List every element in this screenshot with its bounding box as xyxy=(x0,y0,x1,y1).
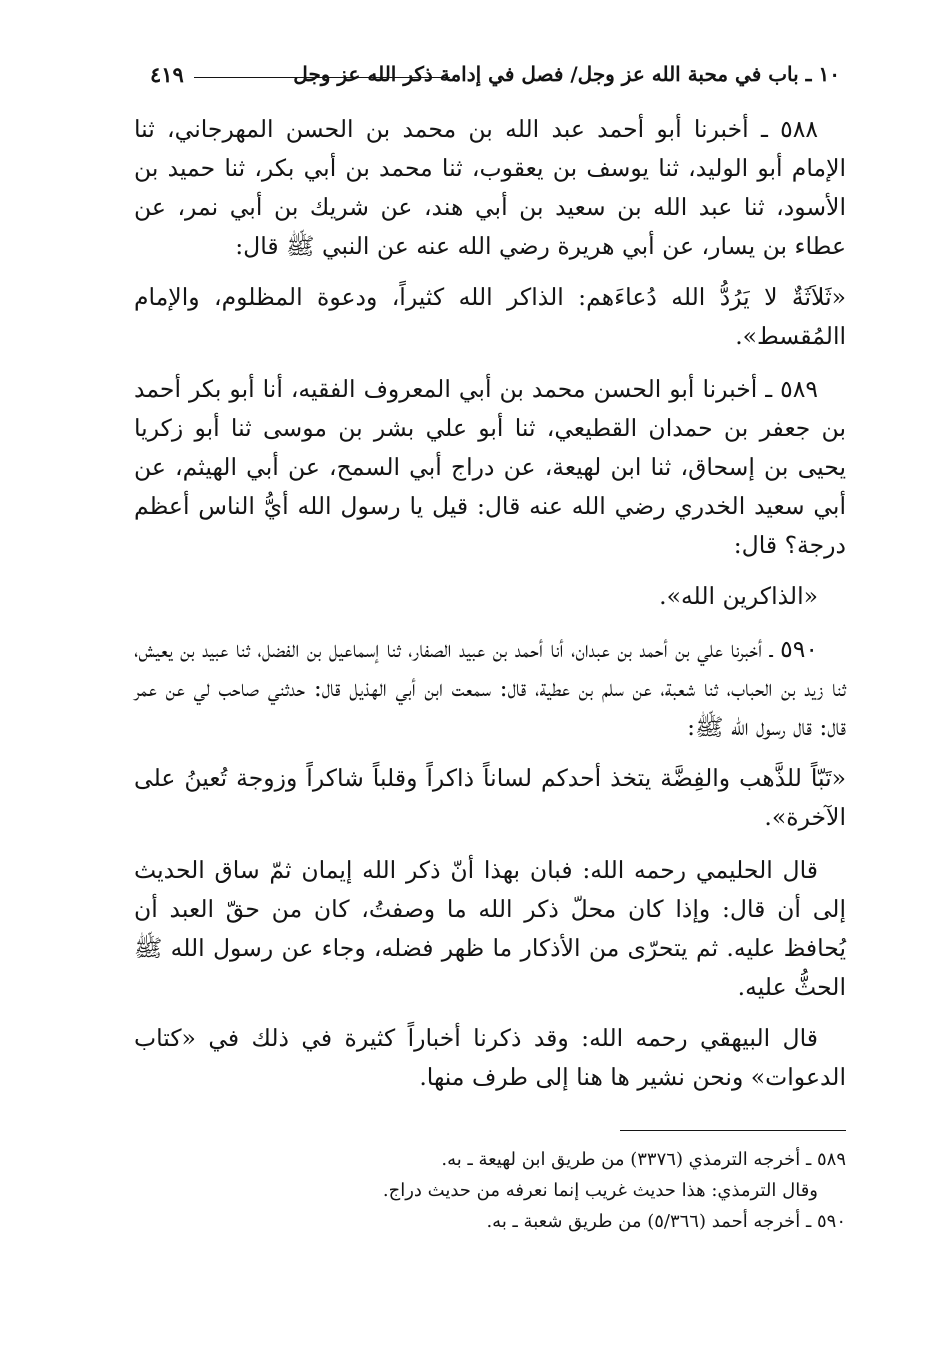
hadith-588-text: «ثَلاَثَةٌ لا يَرُدُّ الله دُعاءَهم: الذاكر الله كثيراً، ودعوة المظلوم، والإمام االمُقسط». xyxy=(134,283,846,350)
bayhaqi-commentary: قال البيهقي رحمه الله: وقد ذكرنا أخباراً كثيرة في ذلك في «كتاب الدعوات» ونحن نشير ها هنا إلى طرف منها. xyxy=(134,1024,846,1091)
hadith-589-text: «الذاكرين الله». xyxy=(659,582,818,610)
header-rule xyxy=(194,77,450,78)
footnotes xyxy=(134,1144,846,1237)
running-header xyxy=(150,58,840,98)
hadith-590-chain: ٥٩٠ ـ أخبرنا علي بن أحمد بن عبدان، أنا أحمد بن عبيد الصفار، ثنا إسماعيل بن الفضل، ثنا عبيد بن يعيش، ثنا زيد بن الحباب، ثنا شعبة، عن سلم بن عطية، قال: سمعت ابن أبي الهذيل قال: حدثني صاحب لي عن عمر قال: قال رسول الله ﷺ: xyxy=(134,635,846,741)
hadith-588-chain: ٥٨٨ ـ أخبرنا أبو أحمد عبد الله بن محمد بن الحسن المهرجاني، ثنا الإمام أبو الوليد، ثنا يوسف بن يعقوب، ثنا محمد بن أبي بكر، ثنا حميد بن الأسود، ثنا عبد الله بن سعيد بن أبي هند، عن شريك بن أبي نمر، عن عطاء بن يسار، عن أبي هريرة رضي الله عنه عن النبي ﷺ قال: xyxy=(134,115,846,260)
footnote-separator xyxy=(620,1130,846,1131)
main-text xyxy=(134,110,846,1109)
footnote-590: ٥٩٠ ـ أخرجه أحمد (٥/٣٦٦) من طريق شعبة ـ به. xyxy=(486,1211,846,1232)
hadith-589-chain: ٥٨٩ ـ أخبرنا أبو الحسن محمد بن أبي المعروف الفقيه، أنا أبو بكر أحمد بن جعفر بن حمدان القطيعي، ثنا أبو علي بشر بن موسى ثنا أبو زكريا يحيى بن إسحاق، ثنا ابن لهيعة، عن دراج أبي السمح، عن أبي الهيثم، عن أبي سعيد الخدري رضي الله عنه قال: قيل يا رسول الله أيُّ الناس أعظم درجة؟ قال: xyxy=(134,375,846,559)
footnote-589: ٥٨٩ ـ أخرجه الترمذي (٣٣٧٦) من طريق ابن لهيعة ـ به. xyxy=(441,1149,846,1170)
hadith-590-text: «تَبّاً للذَّهب والفِضَّة يتخذ أحدكم لساناً ذاكراً وقلباً شاكراً وزوجة تُعينُ على الآخرة». xyxy=(134,764,846,831)
page-number: ٤١٩ xyxy=(150,62,184,87)
halimi-commentary: قال الحليمي رحمه الله: فبان بهذا أنّ ذكر الله إيمان ثمّ ساق الحديث إلى أن قال: وإذا كان محلّ ذكر الله ما وصفتُ، كان من حقّ العبد أن يُحافظ عليه. ثم يتحرّى من الأذكار ما ظهر فضله، وجاء عن رسول الله ﷺ الحثُّ عليه. xyxy=(134,856,846,1001)
running-header-title: ١٠ ـ باب في محبة الله عز وجل/ فصل في إدامة ذكر الله عز وجل xyxy=(293,62,840,86)
footnote-589-note: وقال الترمذي: هذا حديث غريب إنما نعرفه من حديث دراج. xyxy=(382,1180,818,1201)
